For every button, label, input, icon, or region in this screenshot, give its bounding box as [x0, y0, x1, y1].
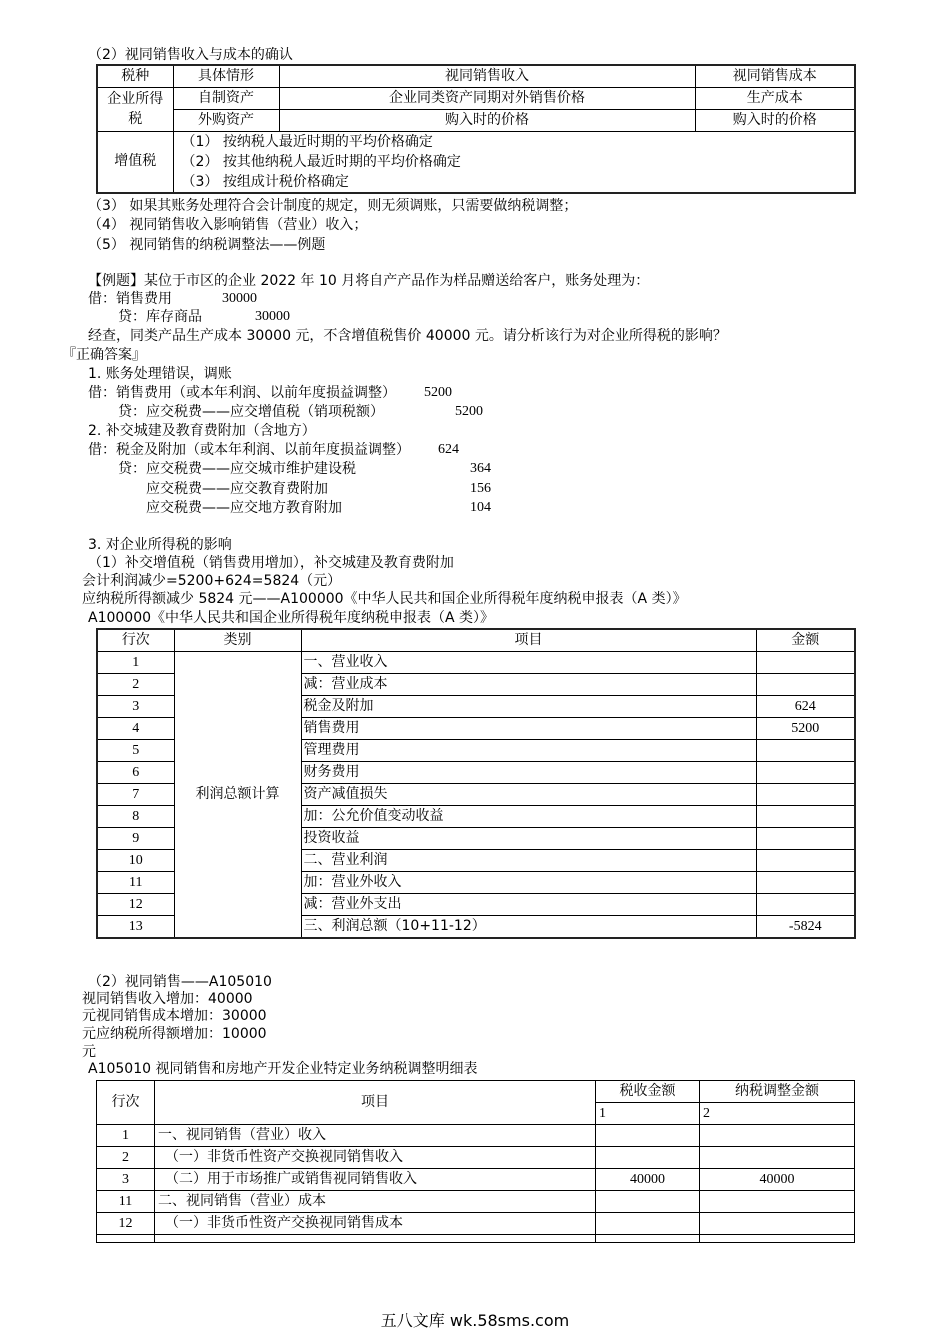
item-cell: 财务费用: [301, 762, 756, 784]
item-cell: 税金及附加: [301, 696, 756, 718]
amount-cell: [756, 740, 855, 762]
row-no: 7: [97, 784, 174, 806]
step1-debit: 借：销售费用（或本年利润、以前年度损益调整）: [88, 385, 396, 401]
vat-method: （3） 按组成计税价格确定: [181, 173, 349, 190]
item-cell: 减：营业成本: [301, 674, 756, 696]
tax-cell: [596, 1125, 700, 1147]
footer-watermark: 五八文库 wk.58sms.com: [380, 1311, 570, 1330]
table2-title: A100000《中华人民共和国企业所得税年度纳税申报表（A 类）》: [88, 610, 495, 626]
situation-cell: 自制资产: [173, 87, 279, 109]
income-tax-label: 企业所得税: [97, 87, 173, 131]
category-cell: 利润总额计算: [174, 652, 301, 939]
row-no: 6: [97, 762, 174, 784]
step2-debit-amount: 624: [438, 442, 459, 457]
step2-credit-amount: 364: [470, 461, 491, 476]
note: （3） 如果其账务处理符合会计制度的规定，则无须调账，只需要做纳税调整；: [88, 198, 578, 214]
adjust-cell: 40000: [700, 1169, 855, 1191]
example-question: 经查，同类产品生产成本 30000 元，不含增值税售价 40000 元。请分析该行为对企业所得税的影响？: [88, 328, 727, 344]
item-cell: 三、利润总额（10+11-12）: [301, 916, 756, 939]
table-row: [97, 1191, 855, 1213]
revenue-cell: 购入时的价格: [279, 109, 695, 131]
header-category: 类别: [174, 629, 301, 652]
item-cell: （一）非货币性资产交换视同销售收入: [155, 1147, 596, 1169]
header-cost: 视同销售成本: [695, 65, 855, 87]
item-cell: 资产减值损失: [301, 784, 756, 806]
adjust-cell: [700, 1213, 855, 1235]
step1-credit-amount: 5200: [455, 404, 483, 419]
deemed-line: 元视同销售成本增加：30000: [82, 1008, 267, 1024]
adjust-cell: [700, 1191, 855, 1213]
table-row-cut: [97, 1235, 855, 1243]
item-cell: （一）非货币性资产交换视同销售成本: [155, 1213, 596, 1235]
step3: 3. 对企业所得税的影响: [88, 537, 232, 553]
adjust-cell: [700, 1147, 855, 1169]
item-cell: 一、视同销售（营业）收入: [155, 1125, 596, 1147]
column-number: 2: [700, 1103, 855, 1125]
item-cell: 减：营业外支出: [301, 894, 756, 916]
row-no: 1: [97, 652, 174, 674]
example-title: 【例题】某位于市区的企业 2022 年 10 月将自产产品作为样品赠送给客户，账务处理为：: [88, 273, 650, 289]
header-situation: 具体情形: [173, 65, 279, 87]
tax-cell: 40000: [596, 1169, 700, 1191]
tax-cell: [596, 1191, 700, 1213]
amount-cell: 5200: [756, 718, 855, 740]
item-cell: （二）用于市场推广或销售视同销售收入: [155, 1169, 596, 1191]
debit-entry: 借：销售费用: [88, 291, 172, 307]
row-no: 3: [97, 1169, 155, 1191]
tax-cell: [596, 1213, 700, 1235]
amount-cell: -5824: [756, 916, 855, 939]
vat-method: （1） 按纳税人最近时期的平均价格确定: [181, 133, 433, 150]
amount-cell: [756, 806, 855, 828]
revenue-cell: 企业同类资产同期对外销售价格: [279, 87, 695, 109]
step3-sub1: （1）补交增值税（销售费用增加），补交城建及教育费附加: [88, 555, 454, 571]
amount-cell: [756, 872, 855, 894]
table-row: [97, 1147, 855, 1169]
amount-cell: [756, 850, 855, 872]
step2-credit: 贷：应交税费——应交城市维护建设税: [118, 461, 356, 477]
item-cell: 二、视同销售（营业）成本: [155, 1191, 596, 1213]
amount-cell: [756, 652, 855, 674]
amount-cell: 624: [756, 696, 855, 718]
header-revenue: 视同销售收入: [279, 65, 695, 87]
deemed-line: 元: [82, 1044, 96, 1060]
item-cell: 一、营业收入: [301, 652, 756, 674]
credit-entry: 贷：库存商品: [118, 309, 202, 325]
item-cell: 加：公允价值变动收益: [301, 806, 756, 828]
deemed-heading: （2）视同销售——A105010: [88, 974, 272, 990]
item-cell: 二、营业利润: [301, 850, 756, 872]
row-no: 2: [97, 1147, 155, 1169]
item-cell: 投资收益: [301, 828, 756, 850]
row-no: 12: [97, 1213, 155, 1235]
amount-cell: [756, 828, 855, 850]
header-row-no: 行次: [97, 629, 174, 652]
row-no: 3: [97, 696, 174, 718]
debit-amount: 30000: [222, 291, 257, 306]
header-item: 项目: [301, 629, 756, 652]
step2-credit-amount: 156: [470, 481, 491, 496]
column-number: 1: [596, 1103, 700, 1125]
note: （5） 视同销售的纳税调整法——例题: [88, 237, 326, 253]
header-item: 项目: [155, 1081, 596, 1125]
a100000-table: [96, 628, 856, 939]
cost-cell: 购入时的价格: [695, 109, 855, 131]
row-no: 5: [97, 740, 174, 762]
header-tax-amount: 税收金额: [596, 1081, 700, 1103]
row-no: 2: [97, 674, 174, 696]
answer-heading: 『正确答案』: [62, 347, 146, 363]
table-row: [97, 1125, 855, 1147]
a105010-table: [96, 1080, 855, 1243]
taxable-reduction: 应纳税所得额减少 5824 元——A100000《中华人民共和国企业所得税年度纳税申报表（A 类）》: [82, 591, 687, 607]
table3-title: A105010 视同销售和房地产开发企业特定业务纳税调整明细表: [88, 1061, 478, 1077]
item-cell: 加：营业外收入: [301, 872, 756, 894]
table-row: [97, 652, 855, 674]
step2-credit: 应交税费——应交教育费附加: [146, 481, 328, 497]
header-adjust-amount: 纳税调整金额: [700, 1081, 855, 1103]
row-no: 13: [97, 916, 174, 939]
step2-credit-amount: 104: [470, 500, 491, 515]
step1-debit-amount: 5200: [424, 385, 452, 400]
step1-credit: 贷：应交税费——应交增值税（销项税额）: [118, 404, 384, 420]
header-row-no: 行次: [97, 1081, 155, 1125]
step2-credit: 应交税费——应交地方教育附加: [146, 500, 342, 516]
row-no: 8: [97, 806, 174, 828]
row-no: 11: [97, 872, 174, 894]
table-row: [97, 1169, 855, 1191]
item-cell: 管理费用: [301, 740, 756, 762]
deemed-line: 元应纳税所得额增加：10000: [82, 1026, 267, 1042]
amount-cell: [756, 674, 855, 696]
vat-method: （2） 按其他纳税人最近时期的平均价格确定: [181, 153, 461, 170]
amount-cell: [756, 784, 855, 806]
step2: 2. 补交城建及教育费附加（含地方）: [88, 423, 316, 439]
note: （4） 视同销售收入影响销售（营业）收入；: [88, 217, 368, 233]
deemed-sales-table: [96, 64, 856, 194]
row-no: 12: [97, 894, 174, 916]
row-no: 11: [97, 1191, 155, 1213]
step2-debit: 借：税金及附加（或本年利润、以前年度损益调整）: [88, 442, 410, 458]
credit-amount: 30000: [255, 309, 290, 324]
amount-cell: [756, 762, 855, 784]
vat-methods: [173, 131, 855, 193]
item-cell: 销售费用: [301, 718, 756, 740]
table-row: [97, 1213, 855, 1235]
header-amount: 金额: [756, 629, 855, 652]
row-no: 4: [97, 718, 174, 740]
row-no: 1: [97, 1125, 155, 1147]
cost-cell: 生产成本: [695, 87, 855, 109]
row-no: 10: [97, 850, 174, 872]
section-heading: （2）视同销售收入与成本的确认: [88, 47, 293, 63]
tax-cell: [596, 1147, 700, 1169]
vat-label: 增值税: [97, 131, 173, 193]
profit-reduction: 会计利润减少=5200+624=5824（元）: [82, 573, 342, 589]
adjust-cell: [700, 1125, 855, 1147]
row-no: 9: [97, 828, 174, 850]
amount-cell: [756, 894, 855, 916]
header-tax-type: 税种: [97, 65, 173, 87]
deemed-line: 视同销售收入增加：40000: [82, 991, 253, 1007]
situation-cell: 外购资产: [173, 109, 279, 131]
step1: 1. 账务处理错误，调账: [88, 366, 232, 382]
